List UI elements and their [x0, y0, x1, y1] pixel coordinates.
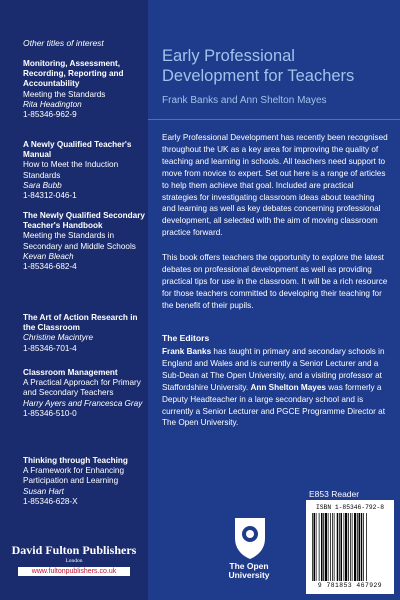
- book-entry: [23, 140, 145, 201]
- book-entry: [23, 313, 145, 354]
- barcode-number: 9 781853 467929: [317, 582, 383, 589]
- book-isbn: 1-85346-962-9: [23, 110, 77, 120]
- divider: [148, 119, 400, 120]
- book-author: Rita Headington: [23, 99, 82, 109]
- book-title: The Art of Action Research in the Classroom: [23, 313, 138, 333]
- book-isbn: 1-84312-046-1: [23, 191, 77, 201]
- book-isbn: 1-85346-510-0: [23, 408, 77, 418]
- description-paragraph-2: This book offers teachers the opportunity to explore the latest debates on professional development as well as providing practical tips for use in the classroom. It will be a rich resource for those teachers committed to developing their teaching for the benefit of their pupils.: [162, 253, 388, 310]
- barcode-isbn-label: ISBN 1-85346-792-8: [315, 504, 385, 511]
- barcode: [306, 500, 394, 594]
- book-author: Kevan Bleach: [23, 251, 74, 261]
- book-main-title: Early Professional Development for Teachers: [162, 47, 355, 85]
- book-title: Monitoring, Assessment, Recording, Reporting and Accountability: [23, 59, 124, 89]
- editors-paragraph: [162, 346, 390, 429]
- book-subtitle: Meeting the Standards: [23, 89, 106, 99]
- editor2-name: Ann Shelton Mayes: [250, 382, 326, 392]
- book-entry: [23, 456, 145, 507]
- book-entry: [23, 211, 145, 272]
- editor1-bio: has taught in primary and secondary schools in England and Wales and is currently a Senior Lecturer and a Sub-Dean at The Open University, and a visiting professor at Staffordshire University.: [162, 347, 385, 392]
- book-author: Harry Ayers and Francesca Gray: [23, 398, 143, 408]
- open-university-shield-icon: [233, 516, 267, 560]
- other-titles-heading: Other titles of interest: [23, 38, 104, 48]
- book-title: Thinking through Teaching: [23, 456, 128, 465]
- book-isbn: 1-85346-701-4: [23, 343, 77, 353]
- book-isbn: 1-85346-628-X: [23, 496, 78, 506]
- editor2-bio: was formerly a Deputy Headteacher in a large secondary school and is currently a Senior Lecturer and PGCE Programme Director at The Open University.: [162, 382, 385, 428]
- ou-line-1: The Open: [229, 561, 269, 571]
- sidebar: [0, 0, 148, 600]
- book-author: Susan Hart: [23, 486, 64, 496]
- publisher-name: David Fulton Publishers: [11, 543, 137, 557]
- editors-heading: The Editors: [162, 333, 210, 343]
- book-subtitle: Meeting the Standards in Secondary and Middle Schools: [23, 231, 136, 251]
- book-subtitle: How to Meet the Induction Standards: [23, 160, 119, 180]
- publisher-url[interactable]: www.fultonpublishers.co.uk: [18, 567, 130, 576]
- book-entry: [23, 59, 145, 120]
- description-paragraph-1: Early Professional Development has recently been recognised throughout the UK as a key area for improving the quality of teaching and learning in schools. All teachers need support to move from novice to expert. Set out here is a range of articles to help them achieve that goal. Included are practical strategies for investigating classroom ideas about teaching and learning as well as key debates concerning professional development, all selected with the aim of moving classroom practice forward.: [162, 133, 388, 238]
- publisher-city: London: [65, 558, 83, 564]
- book-entry: [23, 368, 145, 419]
- book-title: The Newly Qualified Secondary Teacher's Handbook: [23, 211, 145, 231]
- barcode-bars-icon: [312, 513, 388, 581]
- book-authors: Frank Banks and Ann Shelton Mayes: [162, 95, 327, 106]
- book-title: Classroom Management: [23, 368, 118, 377]
- book-isbn: 1-85346-682-4: [23, 262, 77, 272]
- ou-line-2: University: [228, 570, 270, 580]
- book-author: Christine Macintyre: [23, 333, 94, 343]
- book-title: A Newly Qualified Teacher's Manual: [23, 140, 132, 160]
- open-university-text: [222, 562, 276, 580]
- book-subtitle: A Framework for Enhancing Participation and Learning: [23, 466, 125, 486]
- reader-code: E853 Reader: [309, 489, 360, 499]
- book-subtitle: A Practical Approach for Primary and Secondary Teachers: [23, 378, 141, 398]
- publisher-block: [0, 543, 148, 576]
- editor1-name: Frank Banks: [162, 347, 212, 356]
- book-author: Sara Bubb: [23, 180, 62, 190]
